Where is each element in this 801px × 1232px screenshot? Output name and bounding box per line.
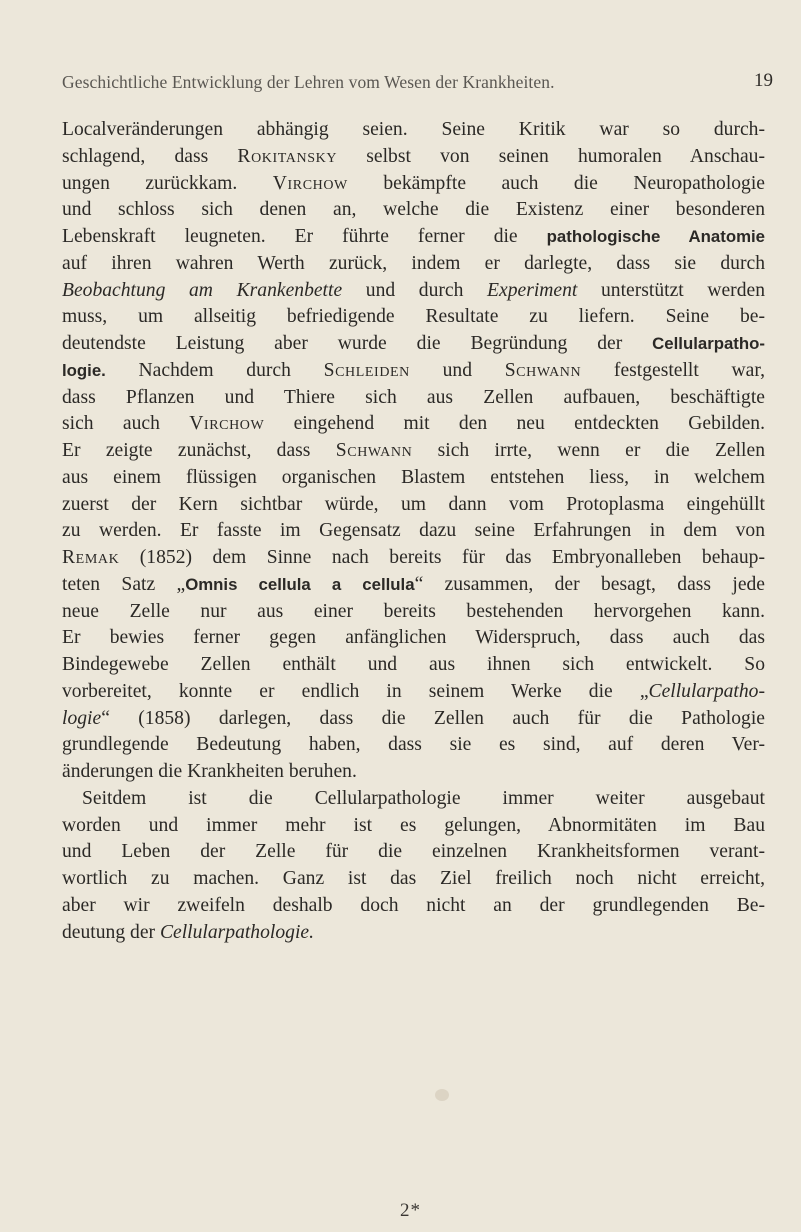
- text-run-bold: Cellularpatho-: [652, 334, 765, 353]
- text-run-it: Cellularpatho-: [648, 680, 765, 702]
- text-run: schlagend, dass: [62, 145, 238, 167]
- text-run-sc: Schwann: [335, 440, 413, 461]
- text-run: “ zusammen, der besagt, dass jede: [414, 573, 765, 595]
- text-line: [62, 866, 765, 893]
- text-line: [62, 438, 765, 465]
- text-line: [62, 518, 765, 545]
- text-line: [62, 625, 765, 652]
- text-line: [62, 652, 765, 679]
- text-run: Localveränderungen abhängig seien. Seine Kritik war so durch-: [62, 119, 765, 140]
- text-run: Bindegewebe Zellen enthält und aus ihnen sich entwickelt. So: [62, 654, 765, 675]
- text-run-it: Experiment: [487, 279, 578, 301]
- text-run: sich irrte, wenn er die Zellen: [412, 440, 765, 461]
- text-run-bold: Omnis cellula a cellula: [185, 574, 415, 594]
- text-run-bold: pathologische Anatomie: [546, 227, 765, 246]
- text-run: Seitdem ist die Cellularpathologie immer weiter ausgebaut: [82, 787, 765, 809]
- text-run-bold: logie.: [62, 360, 106, 380]
- text-run: Lebenskraft leugneten. Er führte ferner die: [62, 226, 547, 247]
- text-line: [62, 572, 765, 599]
- text-run: unterstützt werden: [577, 279, 765, 301]
- text-line: [62, 732, 765, 759]
- text-line: [62, 331, 765, 358]
- text-line: [62, 358, 765, 385]
- text-line: [62, 278, 765, 305]
- text-run: und schloss sich denen an, welche die Existenz einer besonderen: [62, 199, 765, 221]
- text-run: festgestellt war,: [581, 359, 765, 381]
- text-run: vorbereitet, konnte er endlich in seinem Werke die „: [62, 680, 649, 702]
- text-run: sich auch: [62, 413, 190, 435]
- text-line: [62, 813, 765, 840]
- text-line: [62, 920, 765, 947]
- text-run: grundlegende Bedeutung haben, dass sie es sind, auf deren Ver-: [62, 734, 765, 756]
- text-line: [62, 599, 765, 626]
- signature-mark: 2*: [400, 1200, 421, 1221]
- text-run-sc: Rokitansky: [237, 145, 338, 167]
- text-run-it: logie: [62, 707, 102, 729]
- text-run: deutendste Leistung aber wurde die Begründung der: [62, 333, 653, 354]
- running-head: [62, 72, 775, 96]
- text-line: [62, 224, 765, 251]
- text-line: [62, 304, 765, 331]
- text-line: [62, 759, 765, 786]
- text-line: [62, 465, 765, 492]
- text-run: (1852) dem Sinne nach bereits für das Embryonalleben behaup-: [119, 547, 765, 568]
- text-run: auf ihren wahren Werth zurück, indem er darlegte, dass sie durch: [62, 252, 765, 274]
- text-run: teten Satz „: [62, 573, 186, 595]
- text-run: deutung der: [62, 921, 160, 943]
- running-head-title: Geschichtliche Entwicklung der Lehren vom Wesen der Krankheiten.: [62, 72, 555, 92]
- text-line: [62, 893, 765, 920]
- text-line: [62, 839, 765, 866]
- text-run: und durch: [342, 279, 488, 301]
- text-line: [62, 706, 765, 733]
- text-run: wortlich zu machen. Ganz ist das Ziel freilich noch nicht erreicht,: [62, 868, 765, 889]
- text-line: [62, 385, 765, 412]
- text-run-sc: Virchow: [272, 172, 348, 194]
- text-run-it: Beobachtung am Krankenbette: [62, 279, 343, 301]
- text-run: zuerst der Kern sichtbar würde, um dann vom Protoplasma eingehüllt: [62, 493, 765, 515]
- text-run: neue Zelle nur aus einer bereits bestehenden hervorgehen kann.: [62, 600, 765, 622]
- text-run: aber wir zweifeln deshalb doch nicht an der grundlegenden Be-: [62, 894, 765, 916]
- text-run: worden und immer mehr ist es gelungen, Abnormitäten im Bau: [62, 814, 765, 836]
- text-run-sc: Virchow: [189, 413, 265, 435]
- text-line: [62, 411, 765, 438]
- text-run: Er zeigte zunächst, dass: [62, 440, 336, 461]
- text-run-sc: Remak: [62, 547, 120, 568]
- text-run: aus einem flüssigen organischen Blastem entstehen liess, in welchem: [62, 466, 765, 488]
- text-run: muss, um allseitig befriedigende Resultate zu liefern. Seine be-: [62, 306, 765, 328]
- text-run: “ (1858) darlegen, dass die Zellen auch für die Pathologie: [101, 707, 765, 729]
- text-run: ungen zurückkam.: [62, 172, 273, 194]
- text-line: [62, 117, 765, 144]
- text-run-sc: Schleiden: [323, 359, 410, 381]
- text-run-sc: Schwann: [504, 359, 582, 381]
- text-run: und: [409, 359, 505, 381]
- body-text: [62, 117, 765, 946]
- text-run-it: Cellularpathologie.: [159, 921, 314, 943]
- paper-stain: [435, 1089, 449, 1101]
- text-run: und Leben der Zelle für die einzelnen Krankheitsformen verant-: [62, 841, 765, 863]
- page-number: 19: [754, 70, 773, 91]
- text-run: zu werden. Er fasste im Gegensatz dazu seine Erfahrungen in dem von: [62, 520, 765, 542]
- text-line: [62, 492, 765, 519]
- text-line: [62, 144, 765, 171]
- text-line: [62, 251, 765, 278]
- text-run: Nachdem durch: [105, 359, 324, 381]
- text-run: selbst von seinen humoralen Anschau-: [337, 145, 765, 167]
- text-line: [62, 786, 765, 813]
- text-run: eingehend mit den neu entdeckten Gebilden.: [264, 413, 765, 435]
- text-line: [62, 545, 765, 572]
- text-line: [62, 197, 765, 224]
- text-run: bekämpfte auch die Neuropathologie: [347, 172, 765, 194]
- text-line: [62, 171, 765, 198]
- text-line: [62, 679, 765, 706]
- text-run: Er bewies ferner gegen anfänglichen Widerspruch, dass auch das: [62, 627, 765, 649]
- text-run: änderungen die Krankheiten beruhen.: [62, 761, 357, 782]
- text-run: dass Pflanzen und Thiere sich aus Zellen aufbauen, beschäftigte: [62, 386, 765, 408]
